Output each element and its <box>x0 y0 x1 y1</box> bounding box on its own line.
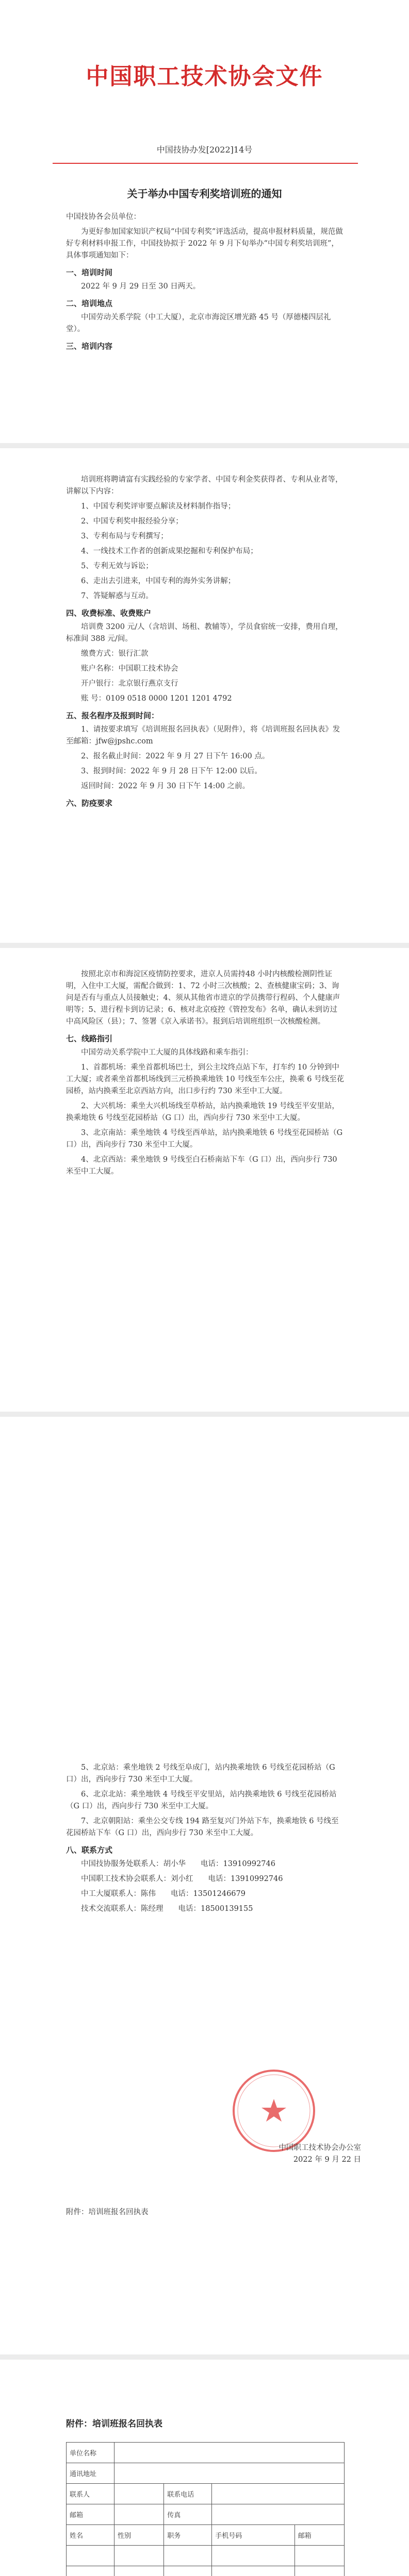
registration-form-table <box>66 2442 345 2576</box>
form-cell[interactable] <box>164 2546 212 2566</box>
official-seal-icon <box>230 2067 318 2155</box>
form-label: 单位名称 <box>67 2443 114 2463</box>
page-gap <box>0 1412 409 1417</box>
section-heading: 二、培训地点 <box>66 299 113 308</box>
column-header: 性别 <box>114 2525 164 2546</box>
form-cell[interactable] <box>67 2566 114 2576</box>
attachment-note: 附件：培训班报名回执表 <box>66 2208 149 2216</box>
section-line: 账 号：0109 0518 0000 1201 1201 4792 <box>81 694 232 703</box>
section-line: 中国劳动关系学院中工大厦的具体线路和乘车指引： <box>81 1048 253 1057</box>
section-line: 开户银行：北京银行燕京支行 <box>81 680 178 688</box>
signature-date: 2022 年 9 月 22 日 <box>293 2156 361 2164</box>
masthead-title: 中国职工技术协会文件 <box>86 63 323 90</box>
form-cell[interactable] <box>295 2566 344 2576</box>
contact-line: 中工大厦联系人：陈伟 电话：13501246679 <box>81 1890 246 1898</box>
section-line: 7、答疑解惑与互动。 <box>81 592 153 600</box>
section-line: 4、北京西站：乘坐地铁 9 号线至白石桥南站下车（G 口）出，西向步行 730 米至中工大厦。 <box>66 1156 337 1176</box>
column-header: 邮箱 <box>295 2525 344 2546</box>
section-line: 账户名称：中国职工技术协会 <box>81 665 178 673</box>
section-line: 缴费方式：银行汇款 <box>81 650 149 658</box>
section-line: 培训费 3200 元/人（含培训、场租、教辅等），学员食宿统一安排，费用自理，标准间 388 元/间。 <box>66 623 343 643</box>
form-label: 邮箱 <box>67 2504 114 2525</box>
column-header: 姓名 <box>67 2525 114 2546</box>
section-heading: 五、报名程序及报到时间： <box>66 711 159 720</box>
section-line: 5、专利无效与诉讼； <box>81 562 153 570</box>
form-cell[interactable] <box>114 2463 345 2484</box>
section-heading: 一、培训时间 <box>66 268 113 277</box>
form-cell[interactable] <box>212 2484 345 2504</box>
contact-line: 中国职工技术协会联系人：刘小红 电话：13910992746 <box>81 1875 283 1883</box>
form-cell[interactable] <box>164 2566 212 2576</box>
form-label: 联系电话 <box>164 2484 212 2504</box>
section-line: 按照北京市和海淀区疫情防控要求，进京人员需持48 小时内核酸检测阴性证明，入住中工大厦，需配合做到：1、72 小时三次核酸；2、查核健康宝码；3、询问是否有与重点人员接触史；4、须从其他省市进京的学员携带行程码、个人健康声明等；5、进行程卡到访记录；6、核对北京疫控《管控发布》名单，确认未到访过中高风险区（县）；7、签署《京入承诺书》。报到后培训班组织一次核酸检测。 <box>66 970 340 1026</box>
section-line: 中国劳动关系学院（中工大厦），北京市海淀区增光路 45 号（厚德楼四层礼堂）。 <box>66 313 331 333</box>
section-line: 2022 年 9 月 29 日至 30 日两天。 <box>81 282 201 291</box>
section-line: 2、报名截止时间：2022 年 9 月 27 日下午 16:00 点。 <box>81 752 270 760</box>
section-line: 6、北京北站：乘坐地铁 4 号线至平安里站，站内换乘地铁 6 号线至花园桥站（G 口）出，西向步行 730 米至中工大厦。 <box>66 1790 337 1810</box>
notice-body-part4 <box>66 1762 345 1918</box>
notice-body-part1 <box>66 211 345 354</box>
form-cell[interactable] <box>114 2546 164 2566</box>
form-cell[interactable] <box>67 2546 114 2566</box>
notice-body-part3 <box>66 969 345 1181</box>
form-label: 联系人 <box>67 2484 114 2504</box>
section-line: 7、北京朝阳站：乘坐公交专线 194 路至复兴门外站下车，换乘地铁 6 号线至花园桥站下车（G 口）出，西向步行 730 米至中工大厦。 <box>66 1817 339 1837</box>
form-cell[interactable] <box>295 2546 344 2566</box>
form-label: 传真 <box>164 2504 212 2525</box>
section-line: 1、请按要求填写《培训班报名回执表》（见附件），将《培训班报名回执表》发至邮箱：jfw@jpshc.com <box>66 725 340 745</box>
page-gap <box>0 2354 409 2360</box>
section-line: 5、北京站：乘坐地铁 2 号线至阜成门，站内换乘地铁 6 号线至花园桥站（G 口）出，西向步行 730 米至中工大厦。 <box>66 1764 335 1784</box>
section-heading: 六、防疫要求 <box>66 799 113 808</box>
section-line: 返回时间：2022 年 9 月 30 日下午 14:00 之前。 <box>81 782 250 790</box>
section-heading: 三、培训内容 <box>66 342 113 351</box>
section-heading: 八、联系方式 <box>66 1845 113 1855</box>
form-cell[interactable] <box>212 2504 345 2525</box>
page-gap <box>0 443 409 448</box>
section-line: 培训班将聘请富有实践经验的专家学者、中国专利金奖获得者、专利从业者等，讲解以下内容： <box>66 476 343 496</box>
section-line: 2、中国专利奖申报经验分享； <box>81 517 183 526</box>
form-cell[interactable] <box>212 2546 295 2566</box>
section-line: 1、中国专利奖评审要点解读及材料制作指导； <box>81 502 236 511</box>
section-line: 3、专利布局与专利撰写； <box>81 532 168 540</box>
form-label: 通讯地址 <box>67 2463 114 2484</box>
salutation: 中国技协各会员单位： <box>66 213 141 221</box>
signature-block <box>206 2142 361 2166</box>
section-heading: 七、线路指引 <box>66 1034 113 1043</box>
form-title: 附件：培训班报名回执表 <box>66 2419 162 2429</box>
section-line: 2、大兴机场：乘坐大兴机场线至草桥站，站内换乘地铁 19 号线至平安里站，换乘地铁 6 号线至花园桥站（G 口）出，西向步行 730 米至中工大厦。 <box>66 1102 339 1122</box>
column-header: 手机号码 <box>212 2525 295 2546</box>
page-gap <box>0 943 409 948</box>
form-cell[interactable] <box>212 2566 295 2576</box>
section-line: 3、报到时间：2022 年 9 月 28 日下午 12:00 以后。 <box>81 767 262 775</box>
section-line: 3、北京南站：乘坐地铁 4 号线至西单站，站内换乘地铁 6 号线至花园桥站（G 口）出，西向步行 730 米至中工大厦。 <box>66 1129 343 1149</box>
intro-paragraph: 为更好参加国家知识产权局“中国专利奖”评选活动，提高申报材料质量，规范做好专利材料申报工作，中国技协拟于 2022 年 9 月下旬举办“中国专利奖培训班”，具体事项通知如下： <box>66 228 343 260</box>
notice-body-part2 <box>66 474 345 811</box>
section-line: 6、走出去引进来，中国专利的海外实务讲解； <box>81 577 236 585</box>
contact-line: 技术交流联系人：陈经理 电话：18500139155 <box>81 1905 253 1913</box>
contact-line: 中国技协服务处联系人：胡小华 电话：13910992746 <box>81 1860 275 1868</box>
notice-title: 关于举办中国专利奖培训班的通知 <box>127 188 282 200</box>
document-number: 中国技协办发[2022]14号 <box>156 145 253 155</box>
red-divider-line <box>53 163 358 164</box>
form-cell[interactable] <box>114 2443 345 2463</box>
signature-org: 中国职工技术协会办公室 <box>279 2144 361 2152</box>
section-line: 1、首都机场：乘坐首都机场巴士，到公主坟终点站下车，打车约 10 分钟到中工大厦；或者乘坐首都机场线到三元桥换乘地铁 10 号线至车公庄，换乘 6 号线至花园桥，站内换乘至北京西站方向，出口步行约 730 米至中工大厦。 <box>66 1063 345 1095</box>
column-header: 职务 <box>164 2525 212 2546</box>
form-cell[interactable] <box>114 2566 164 2576</box>
section-heading: 四、收费标准、收费账户 <box>66 608 152 618</box>
form-cell[interactable] <box>114 2504 164 2525</box>
form-cell[interactable] <box>114 2484 164 2504</box>
section-line: 4、一线技术工作者的创新成果挖掘和专利保护布局； <box>81 547 258 555</box>
